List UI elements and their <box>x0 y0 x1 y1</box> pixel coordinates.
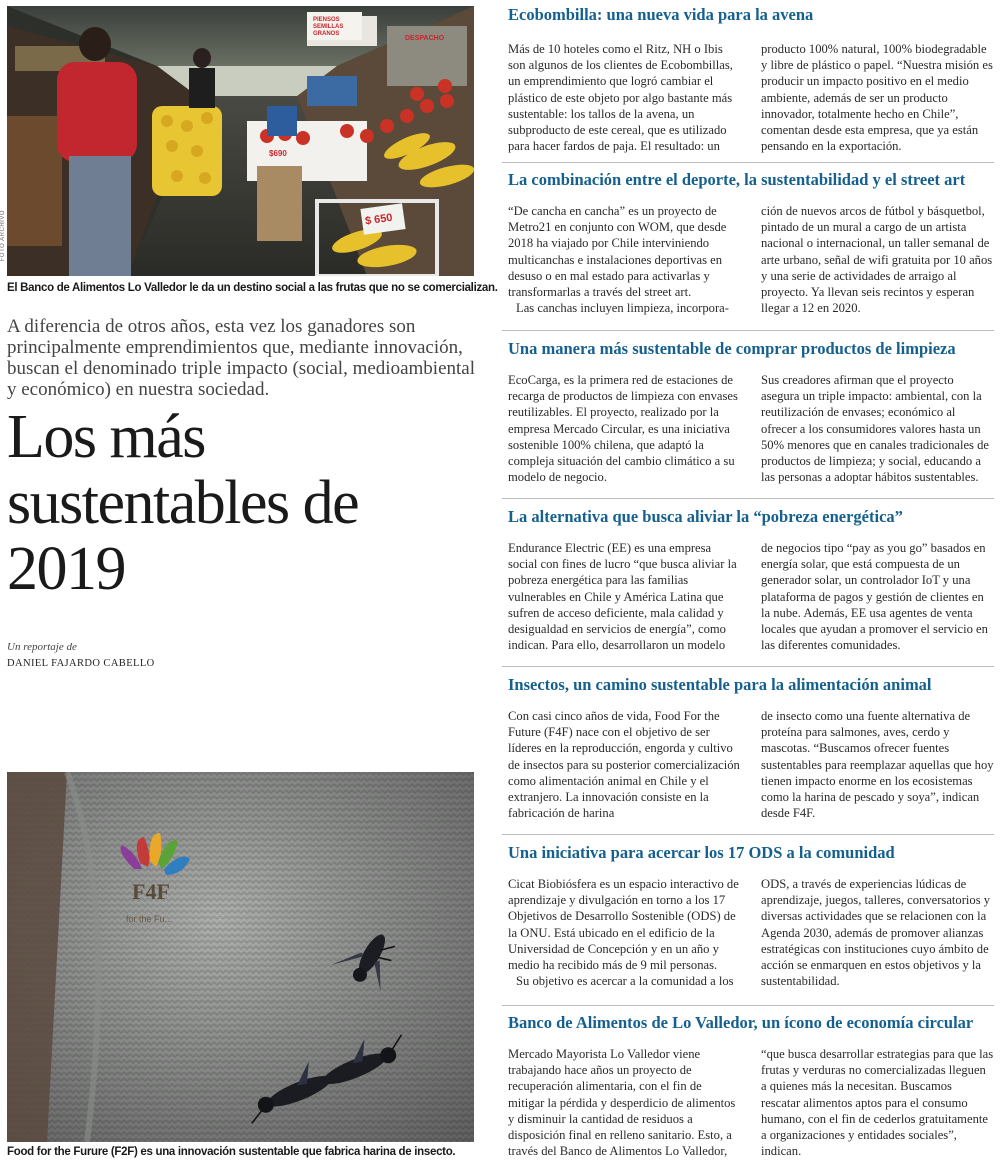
section-divider <box>502 330 994 331</box>
article-paragraph: “que busca desarrollar estrategias para que las frutas y verduras no comercializadas lleguen a quienes más la necesitan. Buscamos rescatar alimentos aptos para el consumo humano, con el fin de cederlos gratuitamente a organizaciones y entidades sociales”, indican. <box>761 1047 994 1159</box>
article-column-1 <box>508 1046 741 1159</box>
article-column-2 <box>761 1046 994 1159</box>
article-paragraph: ción de nuevos arcos de fútbol y básquetbol, pintado de un mural a cargo de un artista nacional o internacional, un taller semanal de arte urbano, señal de wifi gratuita por 10 años y una serie de actividades de arraigo al proyecto. Ya llevan seis recintos y esperan llegar a 12 en 2020. <box>761 204 993 316</box>
article-column-1 <box>508 203 741 316</box>
sign-semillas: SEMILLAS <box>313 24 344 30</box>
page-headline: Los más sustentables de 2019 <box>7 403 359 603</box>
section-divider <box>502 498 994 499</box>
sign-granos: GRANOS <box>313 31 340 37</box>
article-paragraph: Cicat Biobiósfera es un espacio interactivo de aprendizaje y divulgación en torno a los 17 Objetivos de Desarrollo Sostenible (ODS) de la ONU. Está ubicado en el edificio de la Universidad de Concepción y en un año y medio ha recibido más de 9 mil personas. <box>508 877 739 973</box>
sign-despacho: DESPACHO <box>405 35 445 42</box>
f4f-logo-text: F4F <box>132 879 170 904</box>
section-divider <box>502 834 994 835</box>
market-photo <box>7 6 474 276</box>
article-column-1 <box>508 41 741 154</box>
article-column-2 <box>761 540 994 653</box>
insect-photo <box>7 772 474 1142</box>
article-title: La alternativa que busca aliviar la “pobreza energética” <box>508 507 903 526</box>
byline-intro: Un reportaje de <box>7 641 77 653</box>
photo-caption-bottom: Food for the Furure (F2F) es una innovación sustentable que fabrica harina de insecto. <box>7 1146 456 1158</box>
article-title: Una manera más sustentable de comprar productos de limpieza <box>508 339 956 358</box>
price-sign-650: $ 650 <box>364 211 394 228</box>
byline-author: DANIEL FAJARDO CABELLO <box>7 658 155 669</box>
article-column-1 <box>508 372 741 485</box>
article-banco-alimentos <box>502 1013 994 1159</box>
lead-paragraph: A diferencia de otros años, esta vez los ganadores son principalmente emprendimientos que, mediante innovación, buscan el denominado triple impacto (social, medioambiental y económico) en nuestra sociedad. <box>7 316 475 400</box>
article-pobreza-energetica <box>502 507 994 653</box>
article-column-1 <box>508 876 741 989</box>
article-paragraph: de insecto como una fuente alternativa de proteína para salmones, aves, cerdo y mascotas. “Buscamos ofrecer fuentes sustentables para reemplazar aquellas que hoy tienen impacto enorme en los ecosistemas como la harina de pescado y soya”, indican desde F4F. <box>761 709 994 821</box>
article-title: Una iniciativa para acercar los 17 ODS a la comunidad <box>508 843 895 862</box>
article-paragraph: “De cancha en cancha” es un proyecto de Metro21 en conjunto con WOM, que desde 2018 ha viajado por Chile interviniendo multicanchas e instalaciones deportivas en desuso o en mal estado para activarlas y transformarlas a través del street art. <box>508 204 727 300</box>
f4f-logo-tagline: for the Fu... <box>126 914 173 924</box>
article-paragraph: Más de 10 hoteles como el Ritz, NH o Ibis son algunos de los clientes de Ecobombillas, un emprendimiento que logró cambiar el plástico de este objeto por algo bastante más sustentable: los tallos de la avena, un subproducto de este cereal, que es utilizado para hacer fardos de paja. El resultado: un <box>508 42 733 154</box>
article-deporte-street-art <box>502 170 994 316</box>
article-paragraph: Endurance Electric (EE) es una empresa social con fines de lucro “que busca aliviar la pobreza energética para las familias vulnerables en Chile y América Latina que sufren de acceso deficiente, mala calidad y desigualdad en servicios de energía”, como indican. Para ello, desarrollaron un modelo <box>508 541 737 653</box>
article-ecocarga <box>502 339 994 485</box>
article-17-ods <box>502 843 994 989</box>
article-column-1 <box>508 540 741 653</box>
article-title: Ecobombilla: una nueva vida para la avena <box>508 5 814 24</box>
price-sign-690: $690 <box>269 149 287 158</box>
article-column-2 <box>761 372 994 485</box>
article-column-2 <box>761 41 994 154</box>
article-title: Insectos, un camino sustentable para la alimentación animal <box>508 675 932 694</box>
article-paragraph: Mercado Mayorista Lo Valledor viene trabajando hace años un proyecto de recuperación alimentaria, con el fin de mitigar la pérdida y desperdicio de alimentos y disminuir la cantidad de residuos a disposición final en relleno sanitario. Esto, a través del Banco de Alimentos Lo Valledor, <box>508 1047 736 1159</box>
photo-caption-top: El Banco de Alimentos Lo Valledor le da un destino social a las frutas que no se comercializan. <box>7 282 498 294</box>
article-paragraph: Las canchas incluyen limpieza, incorpora- <box>516 301 729 316</box>
article-column-1 <box>508 708 741 821</box>
article-title: Banco de Alimentos de Lo Valledor, un ícono de economía circular <box>508 1013 974 1032</box>
article-paragraph: EcoCarga, es la primera red de estaciones de recarga de productos de limpieza con envases reutilizables. El proyecto, realizado por la empresa Mercado Circular, es una iniciativa sostenible 100% chilena, que adaptó la compleja situación del cambio climático a su modelo de negocio. <box>508 373 738 485</box>
article-paragraph: Sus creadores afirman que el proyecto asegura un triple impacto: ambiental, con la reutilización de envases; económico al ofrecer a los consumidores valores hasta un 50% menores que en canales tradicionales de productos de limpieza; y social, educando a las personas a adoptar hábitos sustentables. <box>761 373 989 485</box>
article-column-2 <box>761 876 994 989</box>
article-paragraph: ODS, a través de experiencias lúdicas de aprendizaje, juegos, talleres, conversatorios y diversas actividades que se relacionen con la Agenda 2030, además de promover alianzas estratégicas con instituciones cuyo ámbito de acción se enmarquen en estos objetivos y la sustentabilidad. <box>761 877 991 989</box>
section-divider <box>502 666 994 667</box>
photo-credit: FOTO ARCHIVO <box>0 210 6 262</box>
article-paragraph: Con casi cinco años de vida, Food For the Future (F4F) nace con el objetivo de ser líderes en la reproducción, engorda y cultivo de insectos para su posterior comercialización como alimentación animal en Chile y el extranjero. La innovación consiste en la fabricación de harina <box>508 709 740 821</box>
article-paragraph: de negocios tipo “pay as you go” basados en energía solar, que está compuesta de un generador solar, un controlador IoT y una plataforma de pagos y gestión de clientes en la nube. Además, EE usa agentes de venta locales que ayudan a promover el servicio en las diferentes comunidades. <box>761 541 988 653</box>
article-insectos <box>502 675 994 821</box>
left-column <box>0 0 498 1170</box>
article-paragraph: producto 100% natural, 100% biodegradable y libre de plástico o papel. “Nuestra misión es producir un impacto positivo en el medio ambiente, además de ser un producto innovador, totalmente hecho en Chile”, comentan desde esta empresa, que ya están pensando en la exportación. <box>761 42 993 154</box>
article-title: La combinación entre el deporte, la sustentabilidad y el street art <box>508 170 966 189</box>
sign-piensos: PIENSOS <box>313 17 340 23</box>
article-paragraph: Su objetivo es acercar a la comunidad a los <box>516 974 734 989</box>
article-ecobombilla <box>502 5 994 154</box>
section-divider <box>502 162 994 163</box>
section-divider <box>502 1005 994 1006</box>
article-column-2 <box>761 203 994 316</box>
article-column-2 <box>761 708 994 821</box>
